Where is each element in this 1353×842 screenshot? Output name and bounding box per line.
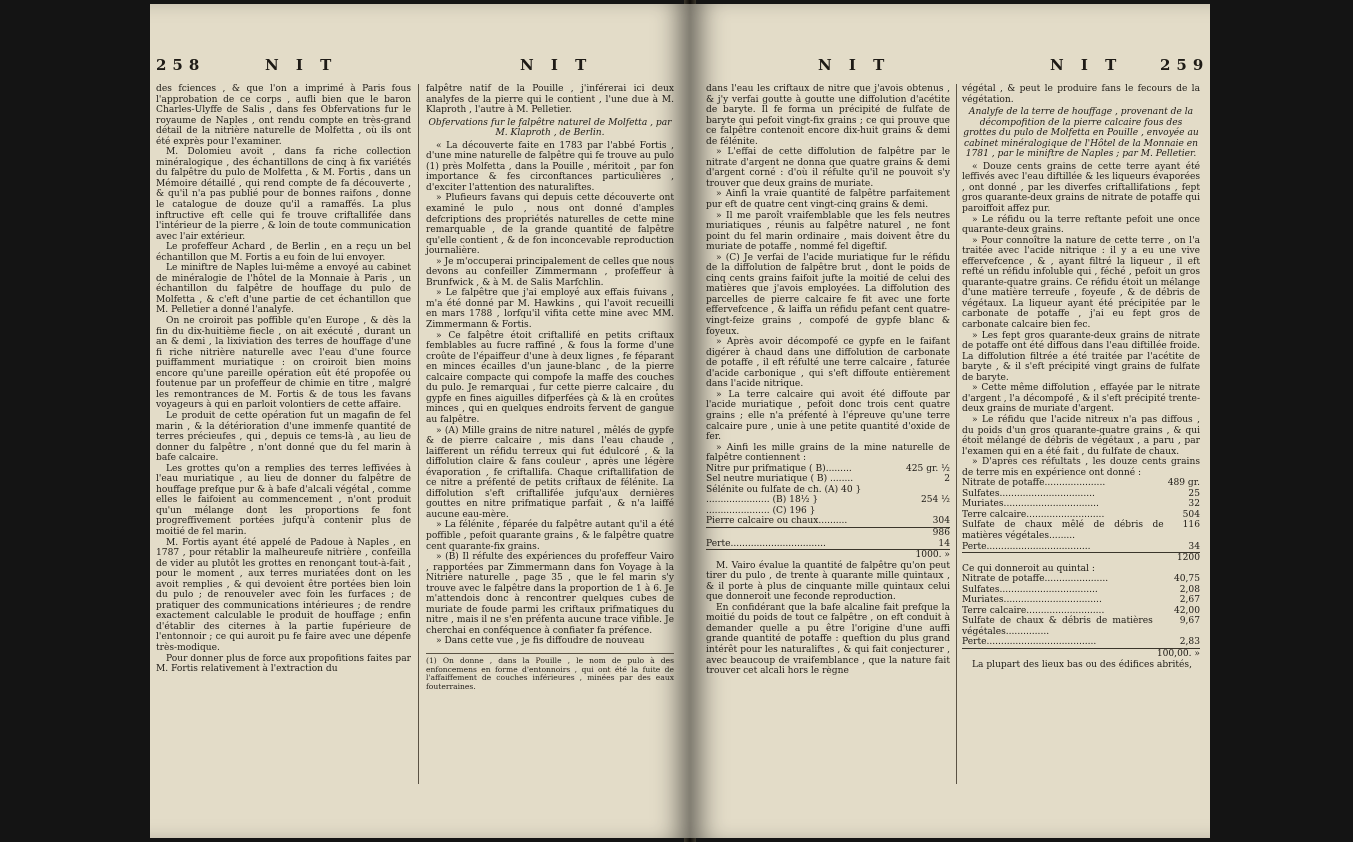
paragraph: » Les fept gros quarante-deux grains de nitrate de potaffe ont été diffous dans l'eau diftillée froide. La diffolution filtrée a été traitée par l'acétite de baryte , & il s'eft précipité vingt grains de fulfate de baryte. bbox=[962, 330, 1200, 383]
paragraph: « La découverte faite en 1783 par l'abbé Fortis , d'une mine naturelle de falpêtre qui fe trouve au pulo (1) près Molfetta , dans la Pouille , méritoit , par fon importance & fes circonftances particulières , d'exciter l'attention des naturaliftes. bbox=[426, 140, 674, 193]
left-column-2 bbox=[426, 84, 674, 691]
section-title: Analyfe de la terre de houffage , provenant de la décompofition de la pierre calcaire fous des grottes du pulo de Molfetta en Pouille , envoyée au cabinet minéralogique de l'Hôtel de la Monnaie en 1781 , par le miniftre de Naples ; par M. Pelletier. bbox=[963, 107, 1199, 160]
table-total-row bbox=[706, 550, 950, 561]
table-row bbox=[962, 510, 1200, 521]
table-cell-value: 34 bbox=[1188, 541, 1200, 552]
table-total-row bbox=[962, 553, 1200, 564]
table-cell-value bbox=[892, 506, 950, 517]
table-row bbox=[962, 595, 1200, 606]
table-row bbox=[706, 474, 950, 485]
table-cell-value: 489 gr. bbox=[1167, 478, 1200, 489]
table-cell-value: 32 bbox=[1188, 499, 1200, 510]
table-cell-label: Sulfate de chaux mêlé de débris de matières végétales......... bbox=[962, 520, 1164, 541]
paragraph: » Il me paroît vraifemblable que les fels neutres muriatiques , réunis au falpêtre naturel , ne font point du fel marin ordinaire , mais doivent être du muriate de potaffe , nommé fel digeftif. bbox=[706, 210, 950, 253]
paragraph: » (A) Mille grains de nitre naturel , mêlés de gypfe & de pierre calcaire , mis dans l'eau chaude , laifferent un réfidu terreux qui fut édulcoré , & la diffolution claire & fans couleur , après une légère évaporation , fe criftallifa. Chaque criftallifation de ce nitre a préfenté de petits criftaux de félénite. La diffolution s'eft criftallifée jufqu'aux dernières gouttes en nitre prifmatique parfait , & n'a laiffé aucune eau-mère. bbox=[426, 425, 674, 520]
table-cell-value bbox=[892, 485, 950, 496]
right-column-2 bbox=[962, 84, 1200, 670]
paragraph: « Douze cents grains de cette terre ayant été leffivés avec l'eau diftillée & les liqueurs évaporées , ont donné , par les diverfes criftallifations , fept gros quarante-deux grains de nitrate de potaffe qui paroiffoit affez pur. bbox=[962, 161, 1200, 215]
table-subtotal: 986 bbox=[892, 527, 950, 538]
paragraph: Les grottes qu'on a remplies des terres leffivées à l'eau muriatique , au lieu de donner du falpêtre de houffage prefque pur & à bafe d'alcali végétal , comme elles le faifoient au commencement , n'ont produit qu'un mélange dont les proportions fe font progreffivement portées jufqu'à contenir plus de moitié de fel marin. bbox=[156, 463, 411, 537]
left-page bbox=[150, 4, 690, 838]
table-cell-label: Sel neutre muriatique ( B) ........ bbox=[706, 474, 854, 485]
right-page-number: 259 bbox=[1160, 56, 1210, 74]
table-row bbox=[706, 495, 950, 506]
paragraph: » L'effai de cette diffolution de falpêtre par le nitrate d'argent ne donna que quatre grains & demi d'argent corné : d'où il réfulte qu'il ne pouvoit s'y trouver que deux grains de muriate. bbox=[706, 147, 950, 189]
right-page bbox=[690, 4, 1210, 838]
paragraph: » Ainfi la vraie quantité de falpêtre parfaitement pur eft de quatre cent vingt-cinq grains & demi. bbox=[706, 189, 950, 211]
table-cell-label: Muriates.................................. bbox=[962, 595, 1102, 606]
paragraph: » La félénite , féparée du falpêtre autant qu'il a été poffible , pefoit quarante grains , & le falpêtre quatre cent quarante-fix grains. bbox=[426, 520, 674, 552]
right-column-1 bbox=[706, 84, 950, 677]
right-running-head-1: N I T bbox=[818, 56, 891, 74]
paragraph: On ne croiroit pas poffible qu'en Europe , & dès la fin du dix-huitième fiecle , on ait exécuté , durant un an & demi , la lixiviation des terres de houffage d'une fi riche nitrière naturelle avec l'eau d'une fource puiffamment muriatique : on croiroit bien moins encore qu'une pareille opération eût été propofée ou foutenue par un profeffeur de chimie en titre , malgré les remontrances de M. Fortis & de tous les favans voyageurs à qui en parloit volontiers de cette affaire. bbox=[156, 316, 411, 411]
table-row bbox=[962, 606, 1200, 617]
paragraph: » (C) Je verfai de l'acide muriatique fur le réfidu de la diffolution de falpêtre brut , dont le poids de cinq cents grains faifoit jufte la moitié de celui des matières que j'avois employées. La diffolution des parcelles de pierre calcaire fe fit avec une forte effervefcence , & laiffa un réfidu pefant cent quatre-vingt-feize grains , compofé de gypfe blanc & foyeux. bbox=[706, 252, 950, 337]
paragraph: » Le réfidu que l'acide nitreux n'a pas diffous , du poids d'un gros quarante-quatre grains , & qui étoit mélangé de débris de végétaux , a paru , par l'examen qui en a été fait , du fulfate de chaux. bbox=[962, 414, 1200, 457]
table-row bbox=[962, 520, 1200, 541]
table-cell-value: 2,67 bbox=[1179, 595, 1200, 606]
table-cell-value: 14 bbox=[938, 538, 950, 549]
paragraph: » Plufieurs favans qui depuis cette découverte ont examiné le pulo , nous ont donné d'amples defcriptions des propriétés naturelles de cette mine remarquable , de la grande quantité de falpêtre qu'elle contient , & de fon inconcevable reproduction journalière. bbox=[426, 193, 674, 257]
table-total: 1000. » bbox=[892, 550, 950, 561]
table-row bbox=[962, 542, 1200, 553]
paragraph: En confidérant que la bafe alcaline fait prefque la moitié du poids de tout ce falpêtre , on eft conduit à demander quelle a pu être l'origine d'une auffi grande quantité de potaffe : queftion du plus grand intérêt pour les naturaliftes , & qui fait conjecturer , avec beaucoup de vraifemblance , que la nature fait trouver cet alcali hors le règne bbox=[706, 602, 950, 677]
paragraph: » Ainfi les mille grains de la mine naturelle de falpêtre contiennent : bbox=[706, 442, 950, 464]
table-cell-label: Nitre pur prifmatique ( B)......... bbox=[706, 463, 852, 474]
table-total: 100,00. » bbox=[1153, 648, 1200, 659]
table-cell-value: 42,00 bbox=[1173, 605, 1200, 616]
table-cell-value: 2,83 bbox=[1179, 637, 1200, 648]
table-cell-label: Perte.................................... bbox=[962, 541, 1091, 552]
left-running-head-2: N I T bbox=[520, 56, 593, 74]
table-row bbox=[706, 464, 950, 475]
paragraph: Pour donner plus de force aux propofitions faites par M. Fortis relativement à l'extraction du bbox=[156, 653, 411, 675]
analysis-table-quintal bbox=[962, 574, 1200, 659]
column-rule bbox=[956, 84, 957, 784]
paragraph: M. Fortis ayant été appelé de Padoue à Naples , en 1787 , pour rétablir la malheureufe nitrière , confeilla de vider au plutôt les grottes en renonçant tout-à-fait , pour le moment , aux terres muriatées dont on les avoit remplies , & qui devoient être portées bien loin du pulo ; de renouveler avec foin les furfaces ; de pratiquer des communications intérieures ; de rendre exactement calculable le produit de houffage ; enfin d'établir des citernes à la partie fupérieure de l'entonnoir ; ce qui auroit pu fe faire avec une dépenfe très-modique. bbox=[156, 537, 411, 653]
table-cell-value: 2 bbox=[944, 474, 950, 485]
paragraph: » Après avoir décompofé ce gypfe en le faifant digérer à chaud dans une diffolution de carbonate de potaffe , il eft réfulté une terre calcaire , faturée d'acide carbonique , qui s'eft diffoute entièrement dans l'acide nitrique. bbox=[706, 337, 950, 390]
table-row bbox=[962, 637, 1200, 648]
analysis-table-grains bbox=[962, 478, 1200, 563]
table-cell-label: Nitrate de potaffe...................... bbox=[962, 574, 1109, 585]
paragraph: Ce qui donneroit au quintal : bbox=[962, 563, 1095, 574]
left-page-number: 258 bbox=[156, 56, 206, 74]
paragraph: végétal , & peut le produire fans le fecours de la végétation. bbox=[962, 84, 1200, 105]
paragraph: Le miniftre de Naples lui-même a envoyé au cabinet de minéralogie de l'hôtel de la Monnaie à Paris , un échantillon du falpêtre de houffage du pulo de Molfetta , & c'eft d'une partie de cet échantillon que M. Pelletier a donné l'analyfe. bbox=[156, 263, 411, 316]
paragraph: La plupart des lieux bas ou des édifices abrités, bbox=[972, 659, 1192, 670]
paragraph: » Le réfidu ou la terre reftante pefoit une once quarante-deux grains. bbox=[962, 214, 1200, 236]
left-column-1 bbox=[156, 84, 411, 675]
left-running-head-1: N I T bbox=[265, 56, 338, 74]
paragraph: » La terre calcaire qui avoit été diffoute par l'acide muriatique , pefoit donc trois cent quatre grains ; elle n'a préfenté à l'épreuve qu'une terre calcaire pure , unie à une petite quantité d'oxide de fer. bbox=[706, 389, 950, 443]
right-running-head-2: N I T bbox=[1050, 56, 1123, 74]
table-row bbox=[706, 516, 950, 527]
table-cell-label: Terre calcaire........................... bbox=[962, 509, 1105, 520]
table-cell-value: 425 gr. ½ bbox=[905, 463, 950, 474]
table-row bbox=[962, 574, 1200, 585]
table-total-row bbox=[962, 648, 1200, 659]
paragraph: » Ce falpêtre étoit criftallifé en petits criftaux femblables au fucre raffiné , & fous la forme d'une croûte de l'épaiffeur d'une à deux lignes , fe féparant en minces écailles d'un jaune-blanc , de la pierre calcaire compacte qui compofe la maffe des couches du pulo. Je remarquai , fur cette pierre calcaire , du gypfe en fines aiguilles difperfées çà & là en croûtes minces , qui en quelques endroits fervent de gangue au falpêtre. bbox=[426, 330, 674, 425]
paragraph: » D'après ces réfultats , les douze cents grains de terre mis en expérience ont donné : bbox=[962, 457, 1200, 478]
table-cell-label: Perte...................................... bbox=[962, 637, 1097, 648]
paragraph: M. Dolomieu avoit , dans fa riche collection minéralogique , des échantillons de cinq à fix variétés du falpêtre du pulo de Molfetta , & M. Fortis , dans un Mémoire détaillé , qui rend compte de fa découverte , & qu'il n'a pas publié pour de bonnes raifons , donne le catalogue de douze qu'il a ramaffés. La plus inftructive eft celle qui fe trouve criftallifée dans l'intérieur de la pierre , & loin de toute communication avec l'air extérieur. bbox=[156, 147, 411, 242]
table-cell-label: Nitrate de potaffe..................... bbox=[962, 478, 1106, 489]
paragraph: Le produit de cette opération fut un magafin de fel marin , & la détérioration d'une immenfe quantité de terres précieufes , qui , depuis ce tems-là , au lieu de donner du falpêtre , n'ont donné que du fel marin à bafe calcaire. bbox=[156, 410, 411, 464]
table-cell-label: Pierre calcaire ou chaux.......... bbox=[706, 516, 848, 527]
table-cell-label: Sulfates.................................. bbox=[962, 584, 1098, 595]
paragraph: falpêtre natif de la Pouille , j'inférerai ici deux analyfes de la pierre qui le contient , l'une due à M. Klaproth , l'autre à M. Pelletier. bbox=[426, 84, 674, 116]
paragraph: dans l'eau les criftaux de nitre que j'avois obtenus , & j'y verfai goutte à goutte une diffolution d'acétite de baryte. Il fe forma un précipité de fulfate de baryte qui pefoit vingt-fix grains ; ce qui prouve que ce falpêtre contenoit encore dix-huit grains & demi de félénite. bbox=[706, 84, 950, 147]
table-cell-label: Perte................................. bbox=[706, 538, 826, 549]
table-cell-label: Sulfates................................. bbox=[962, 488, 1095, 499]
table-row bbox=[962, 585, 1200, 596]
section-title: Obfervations fur le falpêtre naturel de Molfetta , par M. Klaproth , de Berlin. bbox=[428, 117, 672, 139]
table-cell-label: ...................... (C) 196 } bbox=[706, 505, 816, 516]
table-row bbox=[962, 489, 1200, 500]
table-cell-value: 9,67 bbox=[1179, 616, 1200, 627]
table-subtotal-row bbox=[706, 527, 950, 538]
table-cell-value: 116 bbox=[1182, 520, 1200, 531]
paragraph: des fciences , & que l'on a imprimé à Paris fous l'approbation de ce corps , aufli bien que le baron Charles-Ulyffe de Salis , dans fes Obfervations fur le royaume de Naples , ont rendu compte en très-grand détail de la nitrière naturelle de Molfetta , où ils ont été exprès pour l'examiner. bbox=[156, 84, 411, 147]
table-row bbox=[706, 539, 950, 550]
table-row bbox=[706, 506, 950, 517]
paragraph: » Dans cette vue , je fis diffoudre de nouveau bbox=[436, 636, 645, 647]
table-cell-label: Sélénite ou fulfate de ch. (A) 40 } bbox=[706, 484, 862, 495]
column-rule bbox=[418, 84, 419, 784]
paragraph: » Je m'occuperai principalement de celles que nous devons au confeiller Zimmermann , profeffeur à Brunfwick , & à M. de Salis Marfchlin. bbox=[426, 256, 674, 288]
table-row bbox=[962, 478, 1200, 489]
table-cell-label: Sulfate de chaux & débris de matières végétales............... bbox=[962, 616, 1153, 637]
table-cell-label: ...................... (B) 18½ } bbox=[706, 495, 819, 506]
paragraph: Le profeffeur Achard , de Berlin , en a reçu un bel échantillon que M. Fortis a eu foin de lui envoyer. bbox=[156, 242, 411, 263]
table-row bbox=[962, 499, 1200, 510]
table-cell-value: 2,08 bbox=[1179, 584, 1200, 595]
table-cell-label: Terre calcaire........................... bbox=[962, 605, 1105, 616]
table-cell-value: 25 bbox=[1188, 488, 1200, 499]
paragraph: M. Vairo évalue la quantité de falpêtre qu'on peut tirer du pulo , de trente à quarante mille quintaux , & il porte à plus de cinquante mille quintaux celui que donneroit une feconde reproduction. bbox=[706, 560, 950, 603]
table-cell-value: 254 ½ bbox=[920, 495, 950, 506]
table-row bbox=[962, 616, 1200, 637]
table-total: 1200 bbox=[1164, 553, 1200, 564]
paragraph: » Cette même diffolution , effayée par le nitrate d'argent , l'a décompofé , & il s'eft précipité trente-deux grains de muriate d'argent. bbox=[962, 383, 1201, 415]
table-cell-value: 504 bbox=[1182, 509, 1200, 520]
paragraph: » Pour connoître la nature de cette terre , on l'a traitée avec l'acide nitrique : il y a eu une vive effervefcence , & , ayant filtré la liqueur , il eft refté un réfidu infoluble qui , féché , pefoit un gros quarante-quatre grains. Ce réfidu étoit un mélange d'une matière terreufe , foyeufe , & de débris de végétaux. La liqueur ayant été précipitée par le carbonate de potaffe , j'ai eu fept gros de carbonate calcaire bien fec. bbox=[962, 235, 1200, 331]
table-cell-value: 40,75 bbox=[1173, 574, 1200, 585]
paragraph: » Le falpêtre que j'ai employé aux effais fuivans , m'a été donné par M. Hawkins , qui l'avoit recueilli en mars 1788 , lorfqu'il vifita cette mine avec MM. Zimmermann & Fortis. bbox=[426, 288, 674, 331]
analysis-table-klaproth bbox=[706, 464, 950, 561]
paragraph: » (B) Il réfulte des expériences du profeffeur Vairo , rapportées par Zimmermann dans fon Voyage à la Nitrière naturelle , page 35 , que le fel marin s'y trouve avec le falpêtre dans la proportion de 1 à 6. Je m'attendois donc à rencontrer quelques cubes de muriate de foude parmi les criftaux prifmatiques du nitre , mais il ne s'en préfenta aucune trace vifible. Je cherchai en conféquence à confiater fa préfence. bbox=[426, 552, 674, 636]
table-row bbox=[706, 485, 950, 496]
table-cell-label: Muriates................................. bbox=[962, 499, 1099, 510]
footnote: (1) On donne , dans la Pouille , le nom de pulo à des enfoncemens en forme d'entonnoirs , qui ont été la fuite de l'affaiffement de couches inférieures , minées par des eaux fouterraines. bbox=[426, 653, 674, 691]
table-cell-value: 304 bbox=[932, 516, 950, 527]
